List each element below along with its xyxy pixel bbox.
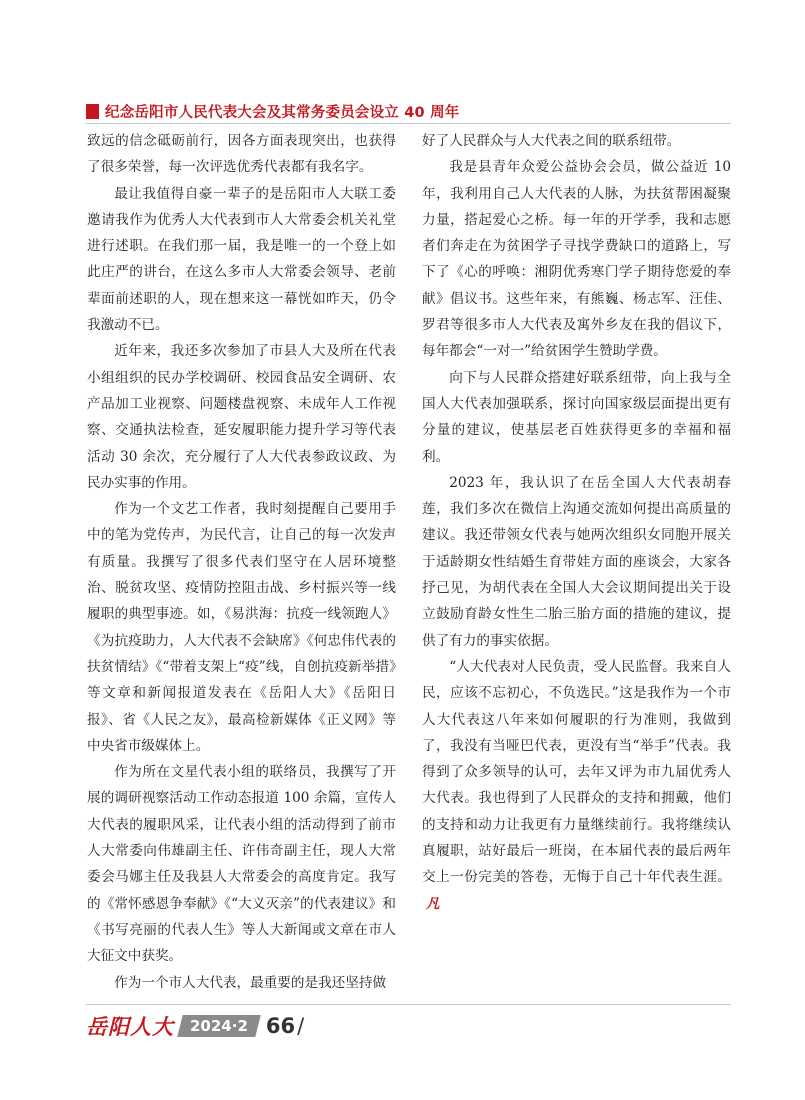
header-divider (86, 123, 731, 124)
section-title: 纪念岳阳市人民代表大会及其常务委员会设立 40 周年 (105, 104, 460, 121)
paragraph: 2023 年，我认识了在岳全国人大代表胡春莲，我们多次在微信上沟通交流如何提出高质量的建议。我还带领女代表与她两次组织女同胞开展关于适龄期女性结婚生育带娃方面的座谈会，大家各抒己见，为胡代表在全国人大会议期间提出关于设立鼓励育龄女性生二胎三胎方面的措施的建议，提供了有力的事实依据。 (422, 474, 731, 649)
page-footer (86, 1012, 304, 1040)
paragraph-text: “人大代表对人民负责，受人民监督。我来自人民，应该不忘初心，不负选民。”这是我作为一个市人大代表这八年来如何履职的行为准则，我做到了，我没有当哑巴代表，更没有当“举手”代表。我得到了众多领导的认可，去年又评为市九届优秀人大代表。我也得到了人民群众的支持和拥戴，他们的支持和动力让我更有力量继续前行。我将继续认真履职，站好最后一班岗，在本届代表的最后两年交上一份完美的答卷，无悔于自己十年代表生涯。 (422, 658, 731, 886)
paragraph: 作为一个市人大代表，最重要的是我还坚持做 (114, 974, 387, 991)
magazine-logo: 岳阳人大 (86, 1014, 174, 1039)
issue-number: 2024·2 (190, 1017, 248, 1035)
paragraph (422, 654, 731, 917)
left-column (87, 128, 396, 996)
issue-badge (177, 1015, 260, 1037)
red-square-icon (86, 104, 99, 119)
paragraph: 近年来，我还多次参加了市县人大及所在代表小组组织的民办学校调研、校园食品安全调研、农产品加工业视察、问题楼盘视察、未成年人工作视察、交通执法检查，延安履职能力提升学习等代表活动 30 余次，充分履行了人大代表参政议政、为民办实事的作用。 (87, 343, 396, 491)
paragraph: 我是县青年众爱公益协会会员，做公益近 10 年，我利用自己人大代表的人脉，为扶贫帮困凝聚力量，搭起爱心之桥。每一年的开学季，我和志愿者们奔走在为贫困学子寻找学费缺口的道路上，写下了《心的呼唤：湘阴优秀寒门学子期待您爱的奉献》倡议书。这些年来，有熊巍、杨志军、汪佳、罗君等很多市人大代表及寓外乡友在我的倡议下，每年都会“一对一”给贫困学生赞助学费。 (422, 159, 731, 360)
paragraph: 作为一个文艺工作者，我时刻提醒自己要用手中的笔为党传声，为民代言，让自己的每一次发声有质量。我撰写了很多代表们坚守在人居环境整治、脱贫攻坚、疫情防控阻击战、乡村振兴等一线履职的典型事迹。如，《易洪海：抗疫一线领跑人》《为抗疫助力，人大代表不会缺席》《何忠伟代表的扶贫情结》《“带着支架上“疫”线，自创抗疫新举措》等文章和新闻报道发表在《岳阳人大》《岳阳日报》、省《人民之友》，最高检新媒体《正义网》等中央省市级媒体上。 (87, 501, 396, 754)
paragraph: 作为所在文星代表小组的联络员，我撰写了开展的调研视察活动工作动态报道 100 余篇，宣传人大代表的履职风采，让代表小组的活动得到了前市人大常委向伟雄副主任、许伟奇副主任，现人大常委会马娜主任及我县人大常委会的高度肯定。我写的《常怀感恩争奉献》《“大义灭亲”的代表建议》和《书写亮丽的代表人生》等人大新闻或文章在市人大征文中获奖。 (87, 764, 396, 965)
paragraph: 最让我值得自豪一辈子的是岳阳市人大联工委邀请我作为优秀人大代表到市人大常委会机关礼堂进行述职。在我们那一届，我是唯一的一个登上如此庄严的讲台，在这么多市人大常委会领导、老前辈面前述职的人，现在想来这一幕恍如昨天，仍令我激动不已。 (87, 185, 396, 334)
right-column (422, 128, 731, 917)
page-number: 66 (265, 1014, 296, 1038)
paragraph: 向下与人民群众搭建好联系纽带，向上我与全国人大代表加强联系，探讨向国家级层面提出更有分量的建议，使基层老百姓获得更多的幸福和福利。 (422, 369, 731, 465)
section-header (86, 100, 731, 122)
slash-divider: / (297, 1014, 305, 1038)
paragraph: 致远的信念砥砺前行，因各方面表现突出，也获得了很多荣誉，每一次评选优秀代表都有我名字。 (87, 133, 396, 176)
paragraph: 好了人民群众与人大代表之间的联系纽带。 (422, 133, 681, 149)
end-mark-icon: 凡 (426, 895, 440, 912)
footer-divider (86, 1004, 731, 1005)
